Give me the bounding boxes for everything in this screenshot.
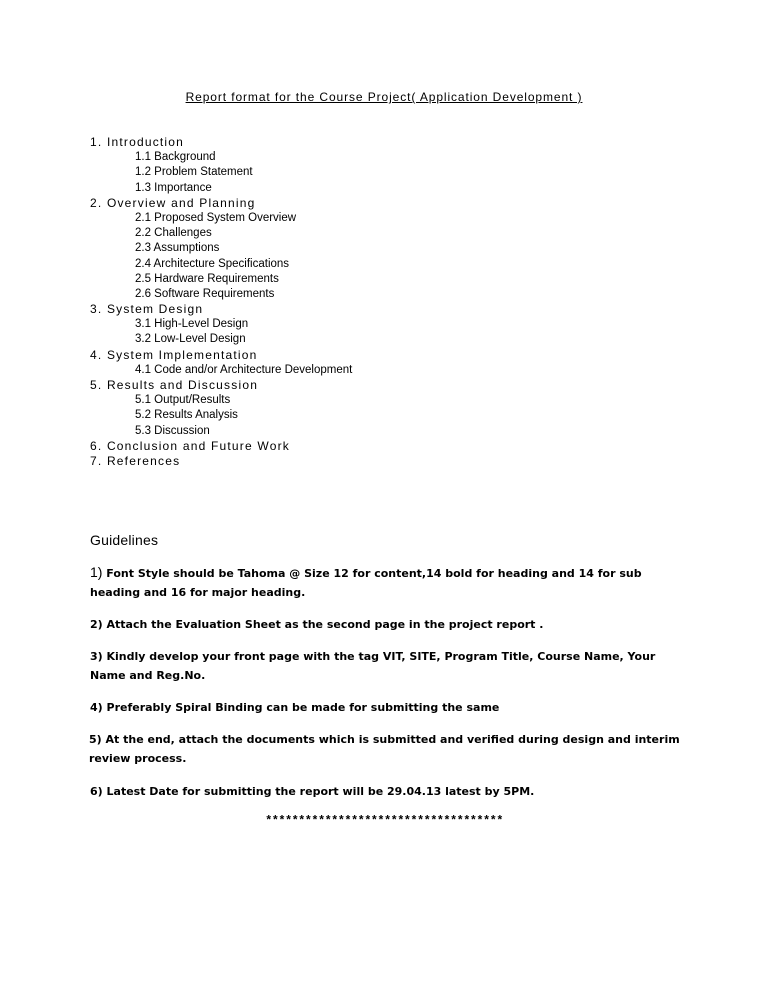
toc-subsection: 5.2 Results Analysis [135,409,238,422]
guideline-item: 6) Latest Date for submitting the report will be 29.04.13 latest by 5PM. [90,785,535,798]
toc-section: 2. Overview and Planning [90,195,256,210]
toc-subsection: 1.1 Background [135,151,216,164]
toc-subsection: 1.2 Problem Statement [135,166,253,179]
toc-subsection: 2.2 Challenges [135,227,212,240]
toc-subsection: 4.1 Code and/or Architecture Development [135,363,353,376]
guideline-number: 1) [90,564,103,580]
document-title: Report format for the Course Project( Application Development ) [185,90,583,104]
guideline-item: 4) Preferably Spiral Binding can be made for submitting the same [90,701,500,714]
toc-subsection: 2.4 Architecture Specifications [135,257,290,270]
toc-subsection: 2.3 Assumptions [135,242,220,255]
table-of-contents [90,135,352,469]
toc-section: 1. Introduction [90,135,185,149]
guideline-text: Font Style should be Tahoma @ Size 12 for content,14 bold for heading and 14 for sub heading and 16 for major heading. [90,567,642,599]
toc-subsection: 2.1 Proposed System Overview [135,211,297,224]
separator-line: ************************************ [265,814,503,828]
toc-subsection: 5.3 Discussion [135,424,210,437]
guidelines-heading: Guidelines [90,532,159,548]
toc-subsection: 3.2 Low-Level Design [135,333,246,346]
guideline-item [90,563,690,602]
toc-subsection: 2.5 Hardware Requirements [135,272,279,285]
toc-subsection: 1.3 Importance [135,181,212,194]
guideline-item: 3) Kindly develop your front page with the tag VIT, SITE, Program Title, Course Name, Your Name and Reg.No. [90,650,656,682]
toc-section: 6. Conclusion and Future Work [90,438,290,453]
guideline-item: 2) Attach the Evaluation Sheet as the second page in the project report . [90,618,544,631]
toc-section: 5. Results and Discussion [90,378,259,392]
toc-subsection: 5.1 Output/Results [135,394,231,407]
toc-section: 3. System Design [90,302,204,317]
toc-subsection: 2.6 Software Requirements [135,287,275,300]
toc-subsection: 3.1 High-Level Design [135,318,249,331]
toc-section: 4. System Implementation [90,347,258,362]
guideline-item: 5) At the end, attach the documents which is submitted and verified during design and interim review process. [89,733,680,765]
toc-section: 7. References [90,453,181,468]
